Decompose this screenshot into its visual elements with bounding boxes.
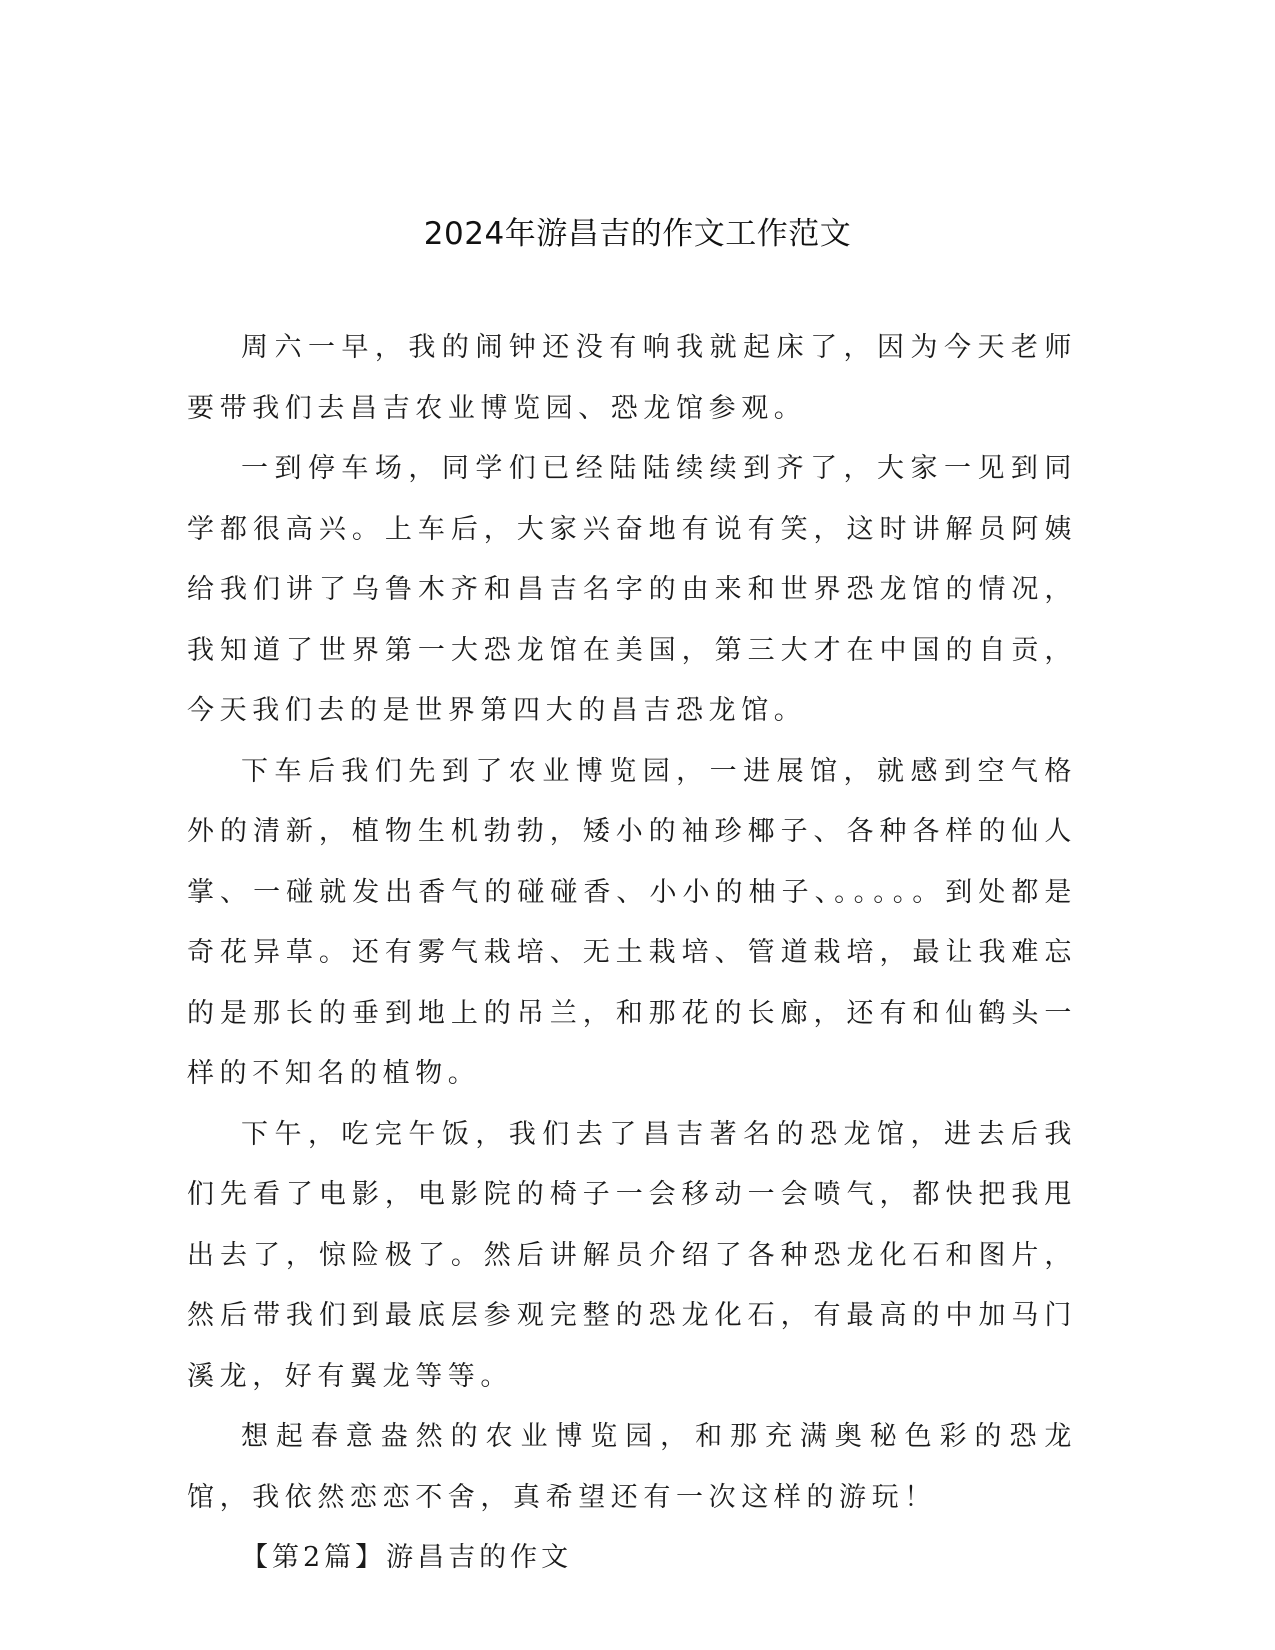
paragraph-1: 周六一早，我的闹钟还没有响我就起床了，因为今天老师要带我们去昌吉农业博览园、恐龙馆参观。 bbox=[187, 332, 1077, 424]
paragraph-4: 下午，吃完午饭，我们去了昌吉著名的恐龙馆，进去后我们先看了电影，电影院的椅子一会移动一会喷气，都快把我甩出去了，惊险极了。然后讲解员介绍了各种恐龙化石和图片，然后带我们到最底层参观完整的恐龙化石，有最高的中加马门溪龙，好有翼龙等等。 bbox=[187, 1118, 1077, 1392]
document-title: 2024年游昌吉的作文工作范文 bbox=[423, 216, 852, 252]
paragraph-5: 想起春意盎然的农业博览园，和那充满奥秘色彩的恐龙馆，我依然恋恋不舍，真希望还有一次这样的游玩！ bbox=[187, 1421, 1077, 1513]
paragraph-2: 一到停车场，同学们已经陆陆续续到齐了，大家一见到同学都很高兴。上车后，大家兴奋地有说有笑，这时讲解员阿姨给我们讲了乌鲁木齐和昌吉名字的由来和世界恐龙馆的情况，我知道了世界第一大恐龙馆在美国，第三大才在中国的自贡，今天我们去的是世界第四大的昌吉恐龙馆。 bbox=[187, 453, 1077, 726]
section-heading: 【第2篇】游昌吉的作文 bbox=[241, 1542, 573, 1573]
document-body bbox=[187, 318, 1077, 1589]
paragraph-3: 下车后我们先到了农业博览园，一进展馆，就感到空气格外的清新，植物生机勃勃，矮小的袖珍椰子、各种各样的仙人掌、一碰就发出香气的碰碰香、小小的柚子、。。。。。到处都是奇花异草。还有雾气栽培、无土栽培、管道栽培，最让我难忘的是那长的垂到地上的吊兰，和那花的长廊，还有和仙鹤头一样的不知名的植物。 bbox=[187, 755, 1077, 1089]
